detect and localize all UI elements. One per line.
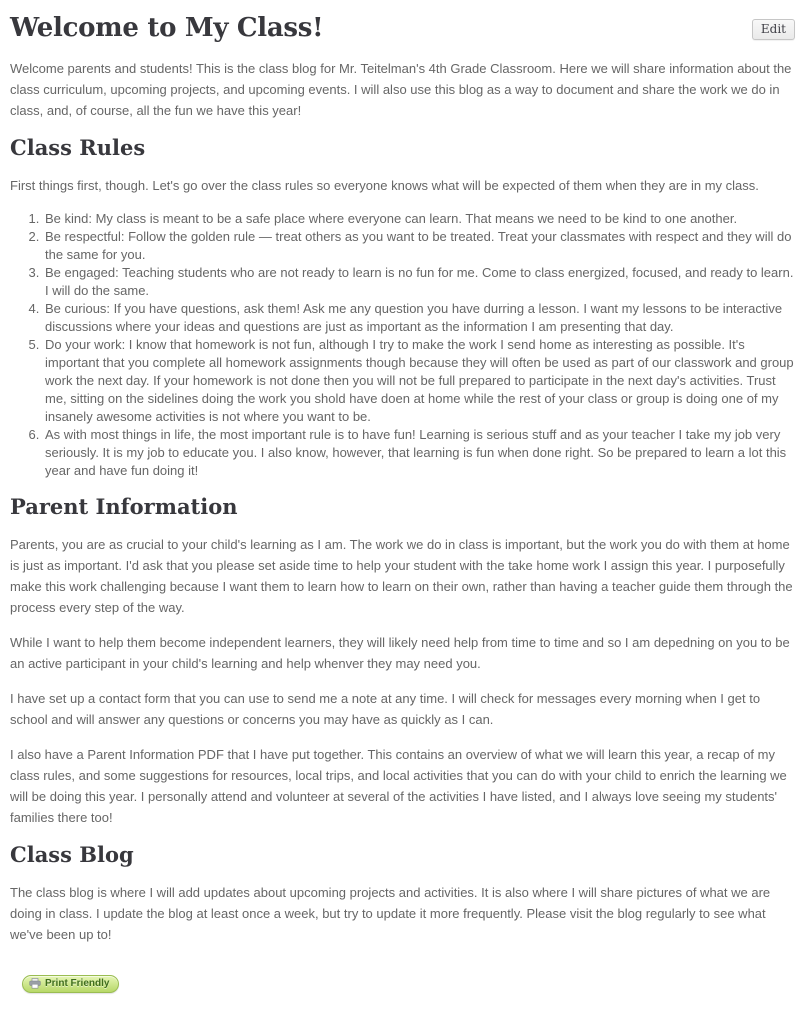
- class-blog-paragraph: The class blog is where I will add updates about upcoming projects and activities. It is also where I will share pictures of what we are doing in class. I update the blog at least once a week, but try to update it more frequently. Please visit the blog regularly to see what we've been up to!: [10, 885, 771, 942]
- class-rule-item: 5. Do your work: I know that homework is not fun, although I try to make the work I send home as interesting as possible. It's important that you complete all homework assignments though because they will often be used as part of our classwork and group work the next day. If your homework is not done then you will not be full prepared to participate in the next day's activities. Trust me, sitting on the sidelines doing the work you shold have doen at home while the rest of your class or group is doing one of my insanely awesome activities is not where you want to be.: [43, 336, 795, 426]
- parent-info-paragraph: Parents, you are as crucial to your child's learning as I am. The work we do in class is important, but the work you do with them at home is just as important. I'd ask that you please set aside time to help your student with the take home work I assign this year. I purposefully make this work challenging because I want them to learn how to learn on their own, rather than having a teacher guide them through the process every step of the way.: [10, 537, 793, 615]
- class-rule-item: 3. Be engaged: Teaching students who are not ready to learn is no fun for me. Come to class energized, focused, and ready to learn. I will do the same.: [43, 264, 795, 300]
- section-heading-parent-information: Parent Information: [10, 494, 238, 519]
- class-rules-intro-paragraph: First things first, though. Let's go over the class rules so everyone knows what will be expected of them when they are in my class.: [10, 178, 759, 193]
- parent-info-paragraph: I also have a Parent Information PDF that I have put together. This contains an overview of what we will learn this year, a recap of my class rules, and some suggestions for resources, local trips, and local activities that you can do with your child to enrich the learning we will be doing this year. I personally attend and volunteer at several of the activities I have listed, and I always love seeing my students' families there too!: [10, 747, 787, 825]
- section-heading-class-blog: Class Blog: [10, 842, 134, 867]
- print-friendly-label: Print Friendly: [45, 978, 110, 989]
- section-heading-class-rules: Class Rules: [10, 135, 146, 160]
- class-rules-list: [10, 210, 795, 480]
- intro-paragraph: Welcome parents and students! This is the class blog for Mr. Teitelman's 4th Grade Classroom. Here we will share information about the class curriculum, upcoming projects, and upcoming events. I will also use this blog as a way to document and share the work we do in class, and, of course, all the fun we have this year!: [10, 61, 792, 118]
- class-rule-item: 1. Be kind: My class is meant to be a safe place where everyone can learn. That means we need to be kind to one another.: [43, 210, 795, 228]
- class-rule-item: 2. Be respectful: Follow the golden rule — treat others as you want to be treated. Treat your classmates with respect and they will do the same for you.: [43, 228, 795, 264]
- printer-icon: [29, 978, 41, 989]
- class-rule-item: 6. As with most things in life, the most important rule is to have fun! Learning is serious stuff and as your teacher I take my job very seriously. It is my job to educate you. I also know, however, that learning is fun when done right. So be prepared to learn a lot this year and have fun doing it!: [43, 426, 795, 480]
- class-rule-item: 4. Be curious: If you have questions, ask them! Ask me any question you have durring a lesson. I want my lessons to be interactive discussions where your ideas and questions are just as important as the information I am presenting that day.: [43, 300, 795, 336]
- edit-button[interactable]: Edit: [752, 19, 795, 40]
- print-friendly-button[interactable]: [22, 975, 119, 993]
- parent-info-paragraph: I have set up a contact form that you can use to send me a note at any time. I will check for messages every morning when I get to school and will answer any questions or concerns you may have as quickly as I can.: [10, 691, 761, 727]
- page-title: Welcome to My Class!: [10, 13, 324, 43]
- parent-info-paragraph: While I want to help them become independent learners, they will likely need help from time to time and so I am depedning on you to be an active participant in your child's learning and help whenver they may need you.: [10, 635, 790, 671]
